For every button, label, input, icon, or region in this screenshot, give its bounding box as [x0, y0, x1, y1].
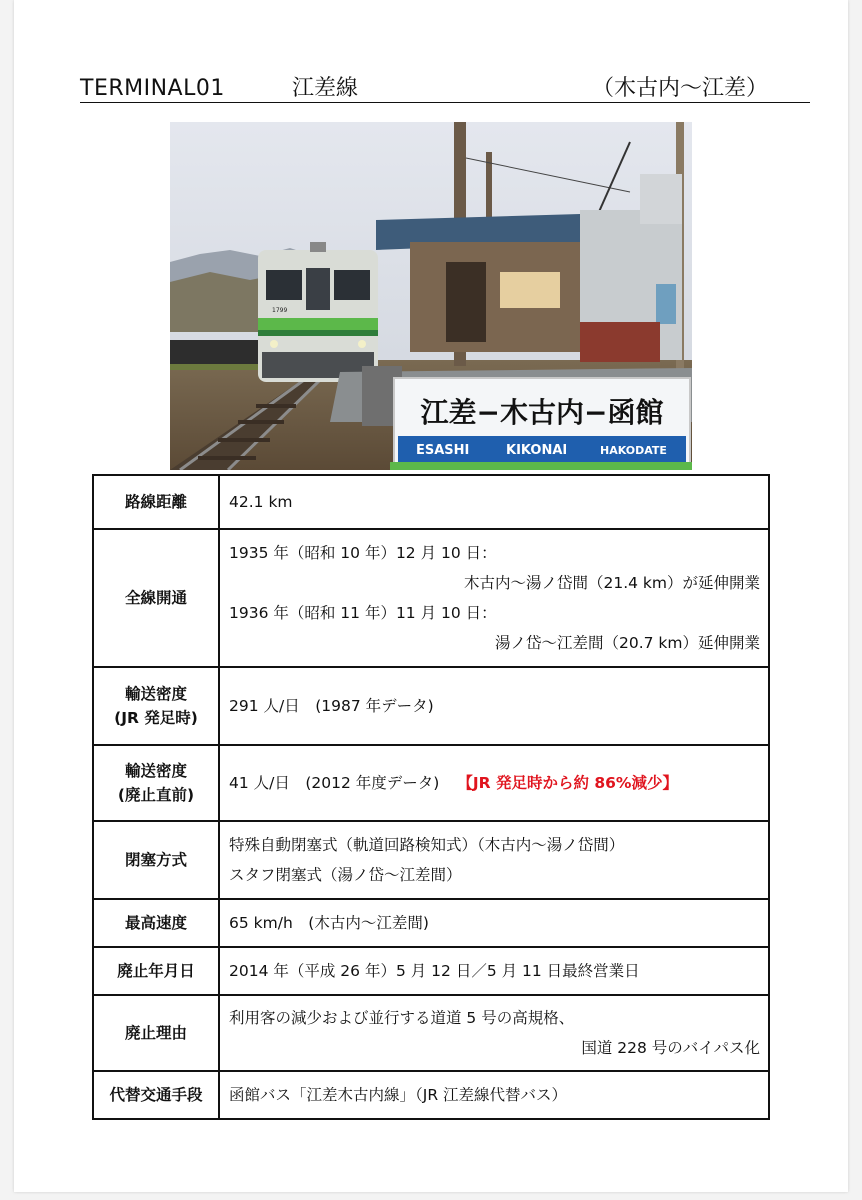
sign-roman-1: ESASHI [416, 443, 470, 458]
value-speed: 65 km/h (木古内〜江差間) [219, 899, 769, 947]
value-density-end [219, 745, 769, 821]
density-end-value: 41 人/日 (2012 年度データ) [229, 774, 440, 792]
reason-line-2: 国道 228 号のバイパス化 [581, 1039, 760, 1057]
row-block [93, 821, 769, 899]
label-block: 閉塞方式 [93, 821, 219, 899]
row-opening [93, 529, 769, 667]
line-info-table [92, 474, 770, 1120]
label-opening: 全線開通 [93, 529, 219, 667]
value-replacement: 函館バス「江差木古内線」（JR 江差線代替バス） [219, 1071, 769, 1119]
sign-roman-2: KIKONAI [506, 443, 568, 458]
value-closure: 2014 年（平成 26 年）5 月 12 日／5 月 11 日最終営業日 [219, 947, 769, 995]
row-reason [93, 995, 769, 1071]
row-closure [93, 947, 769, 995]
sign-roman-3: HAKODATE [600, 444, 667, 457]
label-density-jr [93, 667, 219, 745]
line-name: 江差線 [292, 76, 359, 101]
value-block [219, 821, 769, 899]
label-speed: 最高速度 [93, 899, 219, 947]
label-density-jr-1: 輸送密度 [124, 685, 187, 703]
density-reduction-note: 【JR 発足時から約 86%減少】 [457, 774, 678, 792]
label-replacement: 代替交通手段 [93, 1071, 219, 1119]
page-heading [80, 76, 810, 103]
opening-line-2: 木古内〜湯ノ岱間（21.4 km）が延伸開業 [463, 574, 760, 592]
terminal-code: TERMINAL01 [80, 76, 225, 101]
station-photo [170, 122, 692, 470]
row-replacement [93, 1071, 769, 1119]
opening-line-3: 1936 年（昭和 11 年）11 月 10 日： [229, 604, 497, 622]
train-number: 1799 [272, 307, 288, 314]
value-distance: 42.1 km [219, 475, 769, 529]
label-density-end-1: 輸送密度 [124, 762, 187, 780]
row-density-jr [93, 667, 769, 745]
label-distance: 路線距離 [93, 475, 219, 529]
line-range: （木古内〜江差） [592, 76, 769, 101]
opening-line-1: 1935 年（昭和 10 年）12 月 10 日： [229, 544, 497, 562]
label-density-end [93, 745, 219, 821]
label-closure: 廃止年月日 [93, 947, 219, 995]
opening-line-4: 湯ノ岱〜江差間（20.7 km）延伸開業 [494, 634, 760, 652]
value-density-jr: 291 人/日 (1987 年データ) [219, 667, 769, 745]
station-sign [390, 378, 692, 470]
reason-line-1: 利用客の減少および並行する道道 5 号の高規格、 [229, 1009, 575, 1027]
label-density-end-2: (廃止直前) [117, 786, 195, 804]
sign-kanji: 江差−木古内−函館 [420, 396, 664, 429]
block-line-1: 特殊自動閉塞式（軌道回路検知式）（木古内〜湯ノ岱間） [229, 836, 625, 854]
row-distance [93, 475, 769, 529]
label-density-jr-2: (JR 発足時) [114, 709, 198, 727]
label-reason: 廃止理由 [93, 995, 219, 1071]
block-line-2: スタフ閉塞式（湯ノ岱〜江差間） [229, 866, 462, 884]
row-speed [93, 899, 769, 947]
value-opening [219, 529, 769, 667]
value-reason [219, 995, 769, 1071]
row-density-end [93, 745, 769, 821]
